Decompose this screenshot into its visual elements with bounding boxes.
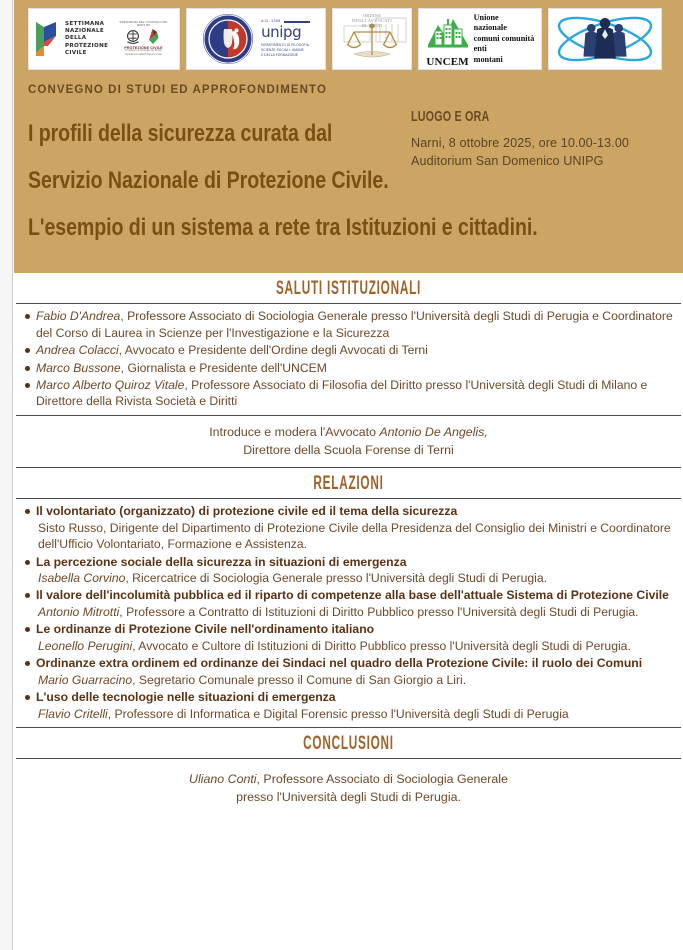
poster-page (14, 0, 683, 950)
speaker-role: , Giornalista e Presidente dell'UNCEM (120, 360, 327, 375)
logo-rete-istituzioni (548, 8, 662, 70)
talk-speaker (36, 672, 677, 688)
page-left-gutter (0, 0, 13, 950)
poster-banner (14, 0, 683, 273)
list-item (22, 377, 677, 410)
speaker-role: , Professore Associato di Sociologia Generale (256, 772, 508, 787)
moderator-line-1 (20, 424, 677, 442)
talk-title: Ordinanze extra ordinem ed ordinanze dei Sindaci nel quadro della Protezione Civile: il ruolo dei Comuni (36, 656, 643, 671)
speaker-name: Flavio Critelli (38, 706, 108, 721)
speaker-role: , Professore Associato di Filosofia del Diritto presso l'Università degli Studi di Milano e Direttore della Rivista Società e Diritti (36, 377, 648, 409)
event-title-line-2: Servizio Nazionale di Protezione Civile. (28, 167, 389, 195)
talk-title: Il valore dell'incolumità pubblica ed il riparto di competenze alla base dell'attuale Sistema di Protezione Civile (36, 588, 669, 603)
speaker-name: Marco Alberto Quiroz Vitale (36, 377, 185, 392)
speaker-name: Isabella Corvino (38, 571, 126, 585)
speaker-name: Antonio Mitrotti (38, 604, 120, 619)
logo-ordine-avvocati-terni (332, 8, 412, 70)
list-item (22, 342, 677, 358)
talk-speaker (36, 570, 677, 586)
speaker-role: , Segretario Comunale presso il Comune di San Giorgio a Liri. (132, 672, 467, 687)
moderator-name: Antonio De Angelis, (379, 424, 488, 439)
snpc-wordmark: SETTIMANA NAZIONALE DELLA PROTEZIONE CIVILE (65, 20, 109, 57)
speaker-name: Marco Bussone (36, 360, 121, 375)
where-venue: Auditorium San Domenico UNIPG (411, 154, 604, 169)
list-item (22, 689, 677, 722)
conclusioni-line-1 (20, 771, 677, 789)
unipg-seal-icon (202, 13, 254, 65)
section-heading-conclusioni: CONCLUSIONI (303, 733, 394, 755)
where-heading: LUOGO E ORA (411, 108, 490, 125)
talk-title: L'uso delle tecnologie nelle situazioni di emergenza (36, 690, 336, 705)
logo-unipg (186, 8, 326, 70)
speaker-role: , Avvocato e Presidente dell'Ordine degli Avvocati di Terni (118, 343, 428, 358)
talk-title: Il volontariato (organizzato) di protezione civile ed il tema della sicurezza (36, 504, 458, 519)
uncem-wordmark: UNCEM (426, 55, 469, 68)
talk-title: La percezione sociale della sicurezza in situazioni di emergenza (36, 554, 407, 569)
section-heading-saluti: SALUTI ISTITUZIONALI (275, 278, 422, 300)
speaker-name: Mario Guarracino (38, 672, 133, 687)
list-item (22, 655, 677, 688)
saluti-list (14, 304, 683, 415)
ordine-avvocati-title: ORDINE DEGLI AVVOCATI DI TERNI (351, 13, 393, 29)
speaker-role: , Professore di Informatica e Digital Forensic presso l'Università degli Studi di Perugia (107, 706, 569, 721)
uncem-fullname: Unione nazionale comuni comunità enti montani (473, 12, 535, 64)
dpc-emblem-block: PRESIDENZA DEL CONSIGLIO DEI MINISTRI PROTEZIONE CIVILE Presidenza del Consiglio dei Ministri Dipartimento della Protezione Civile (113, 21, 174, 56)
unipg-department: DIPARTIMENTO DI FILOSOFIA, SCIENZE SOCIALI, UMANE E DELLA FORMAZIONE (261, 42, 310, 57)
speaker-name: Uliano Conti (189, 772, 257, 787)
moderator-block (14, 416, 683, 467)
speaker-role: , Avvocato e Cultore di Istituzioni di Diritto Pubblico presso l'Università degli Studi di Perugia. (132, 638, 631, 653)
uncem-mountain-village-icon (426, 11, 470, 51)
talk-speaker (36, 604, 677, 620)
list-item (22, 360, 677, 376)
programme (14, 273, 683, 814)
speaker-role: , Dirigente del Dipartimento di Protezione Civile della Presidenza del Consiglio dei Ministri e Coordinatore dell'Ufficio Volontariato, Formazione e Assistenza. (38, 520, 671, 552)
list-item (22, 587, 677, 620)
list-item (22, 308, 677, 341)
speaker-role: , Ricercatrice di Sociologia Generale presso l'Università degli Studi di Perugia. (125, 571, 548, 585)
relazioni-list (14, 499, 683, 727)
protezione-civile-mark-icon (144, 28, 161, 45)
speaker-role: , Professore a Contratto di Istituzioni di Diritto Pubblico presso l'Università degli Studi di Perugia. (119, 604, 639, 619)
speaker-name: Sisto Russo (38, 520, 104, 535)
moderator-prefix: Introduce e modera l'Avvocato (209, 424, 380, 439)
moderator-line-2: Direttore della Scuola Forense di Terni (243, 442, 454, 457)
logo-uncem (418, 8, 542, 70)
section-heading-relazioni: RELAZIONI (313, 473, 384, 495)
conclusioni-block (14, 759, 683, 814)
talk-speaker (36, 520, 677, 553)
event-kicker: CONVEGNO DI STUDI ED APPROFONDIMENTO (28, 84, 328, 96)
italy-emblem-icon (126, 29, 140, 45)
where-datetime: Narni, 8 ottobre 2025, ore 10.00-13.00 (411, 136, 630, 150)
speaker-name: Fabio D'Andrea (36, 309, 121, 324)
speaker-name: Andrea Colacci (36, 343, 119, 358)
event-title-line-3: L'esempio di un sistema a rete tra Istituzioni e cittadini. (28, 214, 538, 242)
speaker-role: , Professore Associato di Sociologia Generale presso l'Università degli Studi di Perugia e Coordinatore del Corso di Laurea in Scienze per l'Investigazione e la Sicurezza (36, 309, 673, 340)
sponsor-logo-row (14, 0, 683, 76)
list-item (22, 554, 677, 587)
snpc-flag-icon (34, 19, 60, 59)
talk-speaker (36, 638, 677, 654)
talk-title: Le ordinanze di Protezione Civile nell'ordinamento italiano (36, 622, 375, 637)
list-item (22, 621, 677, 654)
network-people-icon (554, 12, 656, 66)
dpc-subtitle: Presidenza del Consiglio dei Ministri Dipartimento della Protezione Civile (125, 50, 163, 56)
speaker-name: Leonello Perugini (38, 638, 133, 653)
list-item (22, 503, 677, 552)
conclusioni-line-2: presso l'Università degli Studi di Perugia. (236, 789, 461, 804)
logo-settimana-nazionale-protezione-civile (28, 8, 180, 70)
unipg-wordmark: unipg (261, 22, 302, 41)
talk-speaker (36, 706, 677, 722)
unipg-foundation-year: A.D. 1308 (261, 20, 310, 24)
event-title-line-1: I profili della sicurezza curata dal (28, 120, 333, 147)
